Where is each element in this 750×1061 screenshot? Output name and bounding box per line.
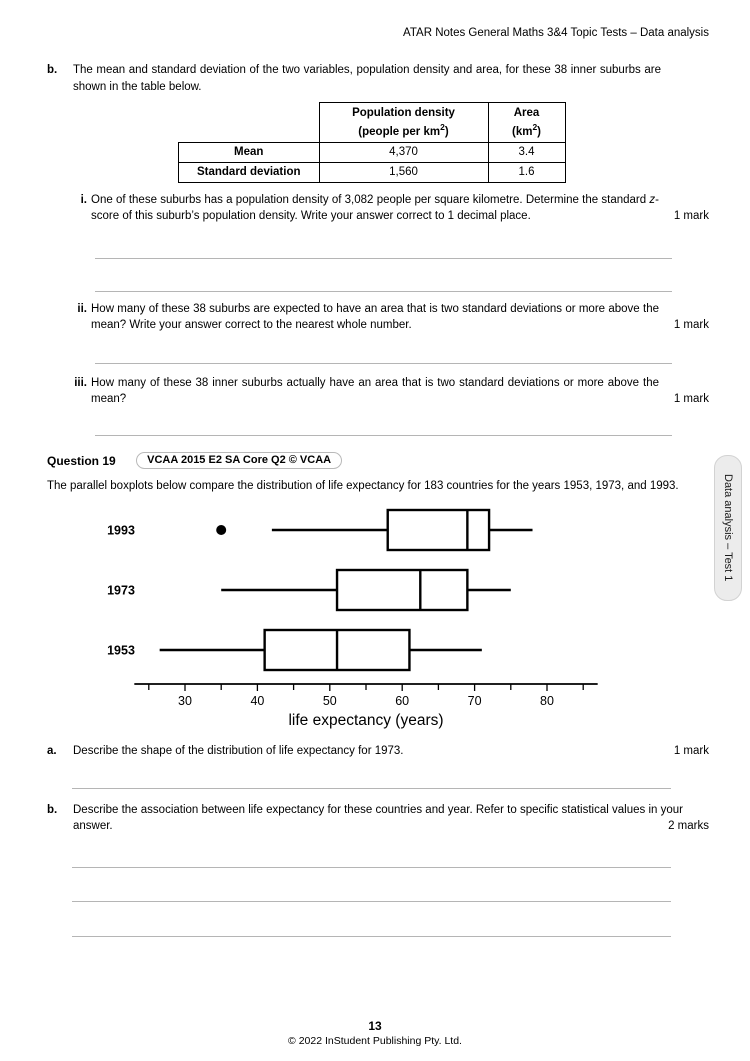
question-b-marks: 2 marks <box>668 820 709 833</box>
boxplot-year-label: 1993 <box>107 523 135 538</box>
population-density-header-unit: (people per $km^2$) <box>358 122 449 138</box>
question-ii-marks: 1 mark <box>673 319 709 332</box>
mean-area-value: 3.4 <box>488 142 565 162</box>
question-ii-label: ii. <box>77 302 87 315</box>
boxplot-year-label: 1973 <box>107 583 135 598</box>
stats-table-blank-cell <box>179 103 320 143</box>
tick-label: 60 <box>395 694 410 709</box>
stats-table-header-population-density <box>319 103 488 143</box>
sd-row-label: Standard deviation <box>179 162 320 182</box>
tick-label: 40 <box>250 694 265 709</box>
area-header-line1: Area <box>513 107 540 119</box>
box <box>388 510 489 550</box>
tick-label: 30 <box>178 694 192 709</box>
question-a-text: Describe the shape of the distribution of life expectancy for 1973. <box>73 745 404 758</box>
stats-table <box>178 102 566 183</box>
question-i-marks: 1 mark <box>673 210 709 223</box>
part-b-question <box>47 62 709 95</box>
area-header-unit: $(km^2)$ <box>511 122 542 138</box>
box <box>337 570 467 610</box>
tick-label: 80 <box>540 694 554 709</box>
question-item-ii <box>77 301 709 334</box>
question-b-label: b. <box>47 803 58 816</box>
mean-population-density-value: 4,370 <box>319 142 488 162</box>
answer-line <box>72 936 671 937</box>
question-i-text: One of these suburbs has a population density of 3,082 people per square kilometre. Determine the standard z-score of this suburb’s population density. Write your answer correct to 1 decimal place. <box>91 193 659 223</box>
tick-label: 50 <box>322 694 337 709</box>
footer-page-number: 13 <box>368 1019 382 1033</box>
boxplot-year-label: 1953 <box>107 643 135 658</box>
section-side-tab <box>714 455 742 601</box>
vcaa-source-badge: VCAA 2015 E2 SA Core Q2 © VCAA <box>136 452 342 469</box>
page-content <box>47 60 709 937</box>
footer-copyright: © 2022 InStudent Publishing Pty. Ltd. <box>288 1035 462 1047</box>
question-iii-marks: 1 mark <box>673 393 709 406</box>
answer-line <box>95 258 672 259</box>
tick-label: 70 <box>467 694 482 709</box>
page-footer <box>0 1019 750 1047</box>
stats-table-header-row <box>179 103 566 143</box>
question-a-label: a. <box>47 745 57 758</box>
answer-line <box>72 788 671 789</box>
sd-area-value: 1.6 <box>488 162 565 182</box>
question-item-i <box>80 192 709 225</box>
page-header: ATAR Notes General Maths 3&4 Topic Tests – Data analysis <box>403 27 709 39</box>
question-b-text: Describe the association between life expectancy for these countries and year. Refer to specific statistical values in your answer. <box>73 803 683 833</box>
question-i-label: i. <box>80 193 87 206</box>
question-iii-text: How many of these 38 inner suburbs actually have an area that is two standard deviations or more above the mean? <box>91 376 659 406</box>
answer-line <box>72 867 671 868</box>
mean-row-label: Mean <box>179 142 320 162</box>
question-iii-label: iii. <box>74 376 87 389</box>
question-19-heading <box>47 452 709 474</box>
section-side-tab-label: Data analysis – Test 1 <box>722 474 734 582</box>
question-ii-text: How many of these 38 suburbs are expected to have an area that is two standard deviations or more above the mean? Write your answer correct to the nearest whole number. <box>91 302 659 332</box>
answer-line <box>95 291 672 292</box>
population-density-header-line1: Population density <box>352 107 455 119</box>
question-item-a <box>47 743 709 760</box>
parallel-boxplots-chart <box>100 497 620 735</box>
part-b-text: The mean and standard deviation of the two variables, population density and area, for these 38 inner suburbs are shown in the table below. <box>73 64 661 93</box>
answer-line <box>72 901 671 902</box>
question-item-b <box>47 802 709 835</box>
answer-line <box>95 363 672 364</box>
stats-table-row-mean <box>179 142 566 162</box>
stats-table-header-area <box>488 103 565 143</box>
part-b-label: b. <box>47 64 58 76</box>
boxplot-svg <box>100 497 620 735</box>
question-19-title: Question 19 <box>47 453 116 468</box>
outlier-dot <box>216 525 226 535</box>
stats-table-row-sd <box>179 162 566 182</box>
question-19-intro: The parallel boxplots below compare the distribution of life expectancy for 183 countries for the years 1953, 1973, and 1993. <box>47 479 679 492</box>
x-axis-title: life expectancy (years) <box>288 712 444 730</box>
question-item-iii <box>74 375 709 408</box>
sd-population-density-value: 1,560 <box>319 162 488 182</box>
answer-line <box>95 435 672 436</box>
question-a-marks: 1 mark <box>673 745 709 758</box>
